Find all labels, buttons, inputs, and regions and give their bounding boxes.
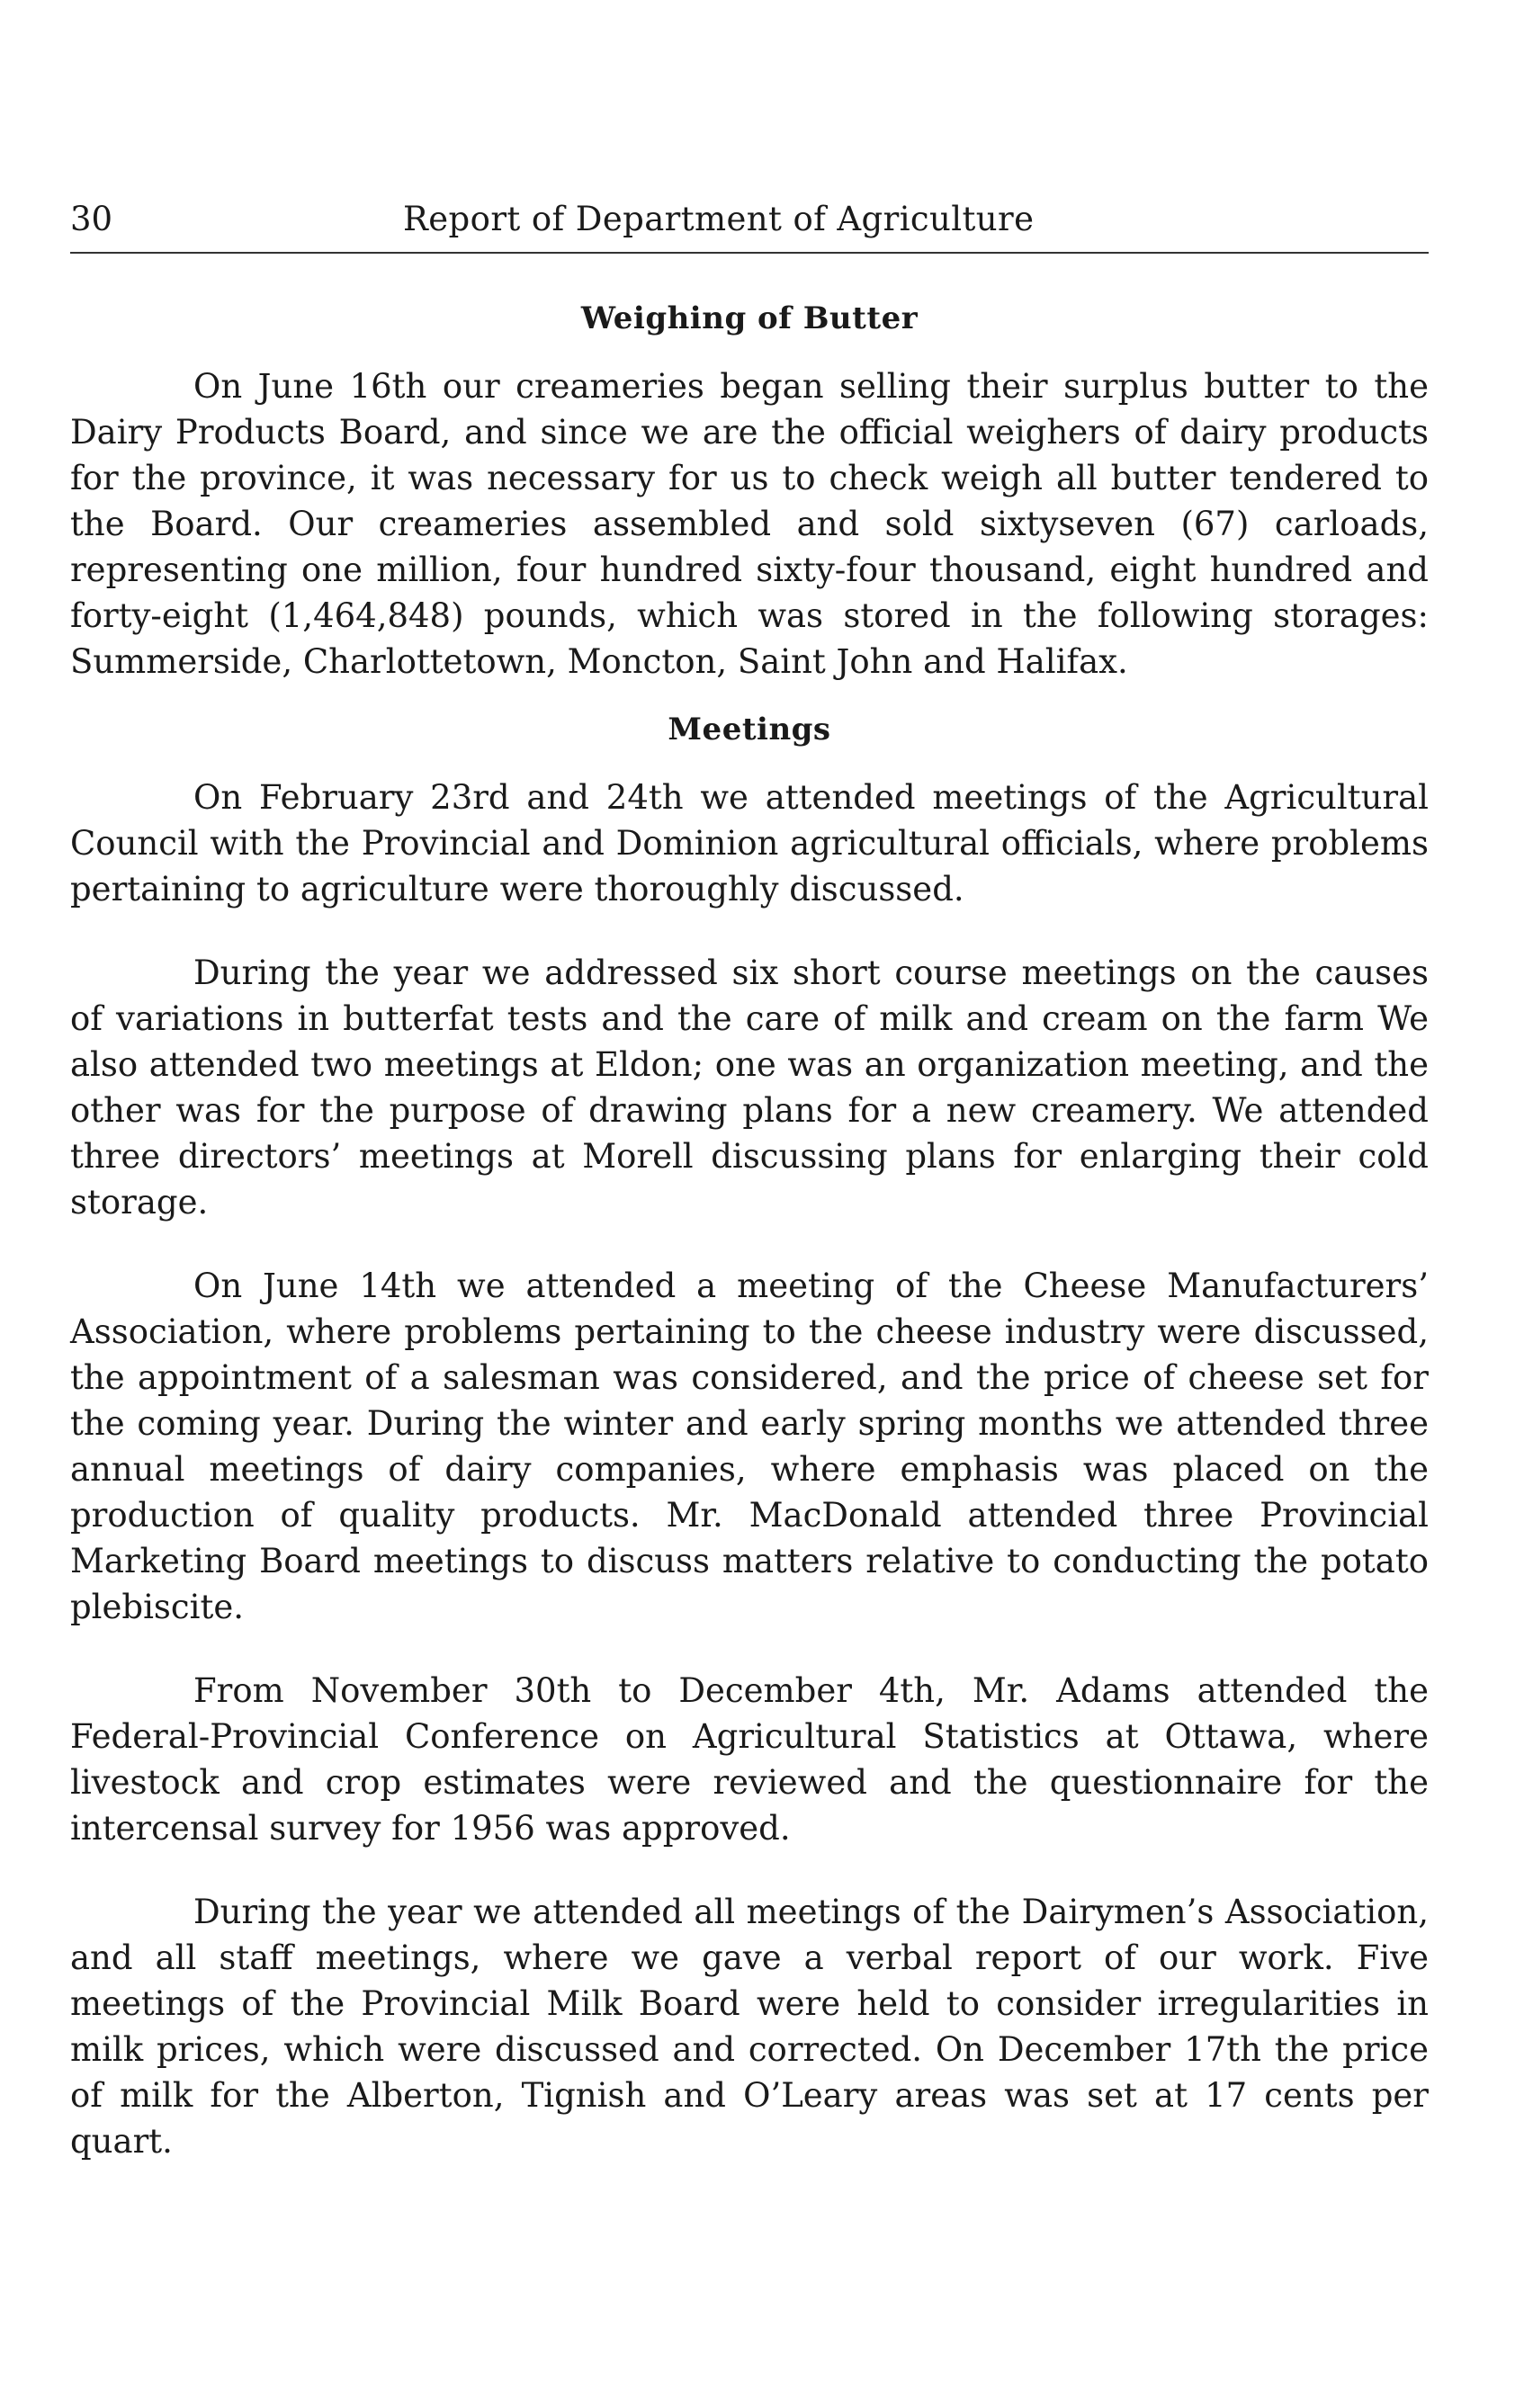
section-heading-weighing-of-butter: Weighing of Butter [580, 300, 919, 336]
body-text [70, 297, 1429, 2164]
paragraph-short-course-meetings: During the year we addressed six short course meetings on the causes of variations in butterfat tests and the care of milk and cream on the farm We also attended two meetings at Eldon; one was an organization meeting, and the other was for the purpose of drawing plans for a new creamery. We attended three directors’ meetings at Morell discussing plans for enlarging their cold storage. [70, 953, 1429, 1222]
paragraph-agricultural-council: On February 23rd and 24th we attended meetings of the Agricultural Council with the Provincial and Dominion agricultural officials, where problems pertaining to agriculture were thoroughly discussed. [70, 778, 1429, 909]
paragraph-dairymens-association: During the year we attended all meetings of the Dairymen’s Association, and all staff meetings, where we gave a verbal report of our work. Five meetings of the Provincial Milk Board were held to consider irregularities in milk prices, which were discussed and corrected. On December 17th the price of milk for the Alberton, Tignish and O’Leary areas was set at 17 cents per quart. [70, 1893, 1429, 2161]
running-title: Report of Department of Agriculture [403, 200, 1035, 238]
header-rule [70, 252, 1429, 254]
running-head [70, 194, 1429, 248]
paragraph-butter-weighing: On June 16th our creameries began selling their surplus butter to the Dairy Products Board, and since we are the official weighers of dairy products for the province, it was necessary for us to check weigh all butter tendered to the Board. Our creameries assembled and sold sixtyseven (67) carloads, representing one million, four hundred sixty-four thousand, eight hundred and forty-eight (1,464,848) pounds, which was stored in the following storages: Summerside, Charlottetown, Moncton, Saint John and Halifax. [70, 367, 1429, 681]
paragraph-cheese-manufacturers: On June 14th we attended a meeting of the Cheese Manufacturers’ Association, where problems pertaining to the cheese industry were discussed, the appointment of a salesman was considered, and the price of cheese set for the coming year. During the winter and early spring months we attended three annual meetings of dairy companies, where emphasis was placed on the production of quality products. Mr. MacDonald attended three Provincial Marketing Board meetings to discuss matters relative to conducting the potato plebiscite. [70, 1267, 1429, 1626]
page-number: 30 [70, 200, 113, 238]
paragraph-statistics-conference: From November 30th to December 4th, Mr. Adams attended the Federal-Provincial Conference on Agricultural Statistics at Ottawa, where livestock and crop estimates were reviewed and the questionnaire for the intercensal survey for 1956 was approved. [70, 1671, 1429, 1848]
section-heading-meetings: Meetings [668, 712, 831, 747]
